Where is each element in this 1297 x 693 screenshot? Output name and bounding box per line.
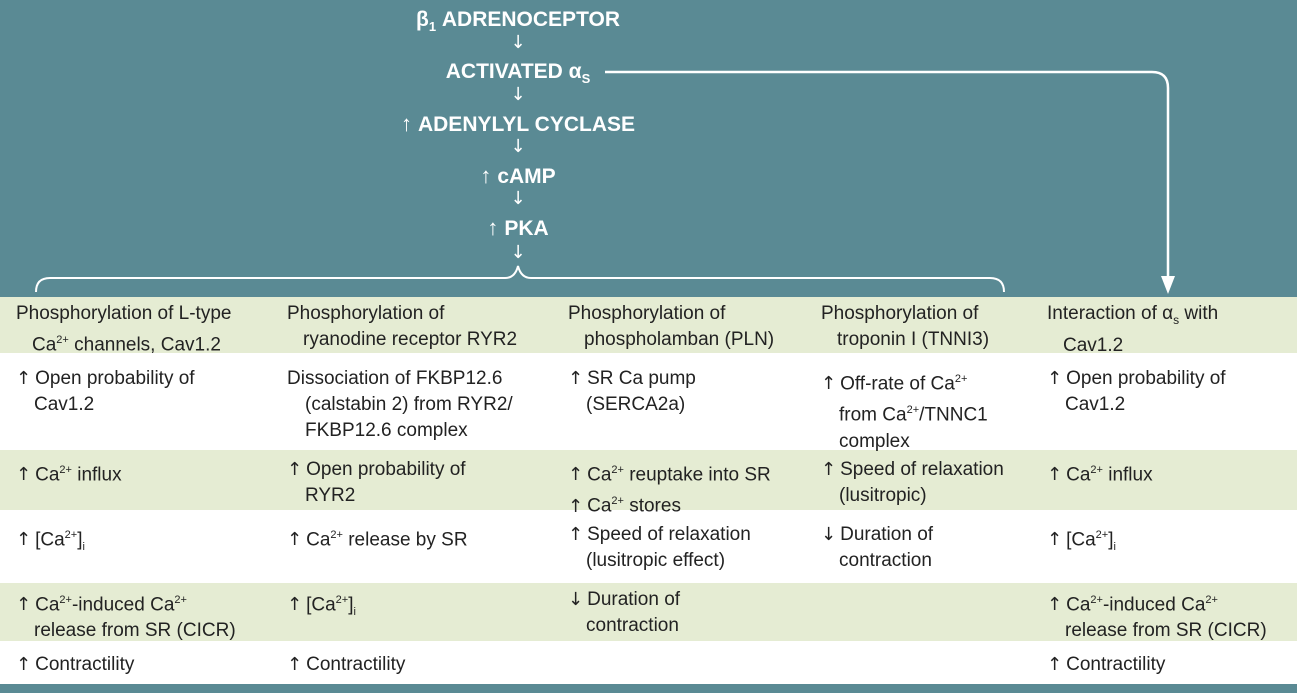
down-arrow-icon: ↓: [510, 242, 526, 263]
cell-r4-c3: ↓ Duration of contraction: [568, 589, 681, 636]
cell-r2-c2: ↑ Open probability of RYR2: [287, 459, 466, 506]
cell-r3-c3: ↑ Speed of relaxation (lusitropic effect): [568, 524, 751, 571]
cell-r1-c4: ↑ Off-rate of $Ca^{2+}$ from $Ca^{2+}/TNNC1$ complex: [821, 373, 988, 452]
node-pka: ↑ PKA: [487, 215, 549, 240]
node-beta1-adrenoceptor: $\beta_1$ ADRENOCEPTOR: [415, 8, 621, 35]
cell-r1-c1: ↑ Open probability of Cav1.2: [16, 368, 195, 415]
header-l-type-channels: Phosphorylation of L-type $Ca^{2+}$ channels, Cav1.2: [16, 303, 232, 356]
cell-r3-c4: ↓ Duration of contraction: [821, 524, 934, 571]
down-arrow-icon: ↓: [510, 84, 526, 105]
header-alpha-s-interaction: Interaction of $\alpha_s$ with Cav1.2: [1047, 303, 1219, 356]
cell-r2-c5: ↑ $Ca^{2+}$ influx: [1047, 464, 1153, 486]
cell-r1-c5: ↑ Open probability of Cav1.2: [1047, 368, 1226, 415]
cell-r3-c5: ↑ $[Ca^{2+}]_i$: [1047, 529, 1116, 554]
alpha-s-connector-line: [605, 72, 1168, 278]
header-ryanodine-receptor: Phosphorylation of ryanodine receptor RYR2: [287, 303, 518, 350]
cell-r4-c1: ↑ $Ca^{2+}$-induced $Ca^{2+}$ release from SR (CICR): [16, 594, 236, 642]
cell-r2-c3: ↑ $Ca^{2+}$ reuptake into SR ↑ $Ca^{2+}$ stores: [568, 464, 771, 517]
cell-r1-c3: ↑ SR Ca pump (SERCA2a): [568, 368, 696, 415]
node-activated-alpha-s: ACTIVATED $\alpha_S$: [445, 60, 591, 87]
down-arrow-icon: ↓: [510, 136, 526, 157]
connector-lines: [0, 0, 1297, 300]
cell-r4-c2: ↑ $[Ca^{2+}]_i$: [287, 594, 356, 619]
node-adenylyl-cyclase: ↑ ADENYLYL CYCLASE: [400, 111, 636, 136]
cell-r3-c2: ↑ $Ca^{2+}$ release by SR: [287, 529, 468, 551]
cell-r1-c2: Dissociation of FKBP12.6 (calstabin 2) from RYR2/ FKBP12.6 complex: [287, 368, 513, 441]
cell-r4-c5: ↑ $Ca^{2+}$-induced $Ca^{2+}$ release from SR (CICR): [1047, 594, 1267, 642]
cell-r5-c2: ↑ Contractility: [287, 654, 406, 675]
header-troponin: Phosphorylation of troponin I (TNNI3): [821, 303, 990, 350]
bottom-bar: [0, 684, 1297, 693]
cell-r3-c1: ↑ $[Ca^{2+}]_i$: [16, 529, 85, 554]
node-camp: ↑ cAMP: [480, 163, 556, 188]
down-arrow-icon: ↓: [510, 32, 526, 53]
brace-bracket: [36, 266, 1004, 292]
header-phospholamban: Phosphorylation of phospholamban (PLN): [568, 303, 775, 350]
cell-r5-c1: ↑ Contractility: [16, 654, 135, 675]
arrowhead-icon: [1161, 276, 1175, 294]
cell-r2-c1: ↑ $Ca^{2+}$ influx: [16, 464, 122, 486]
cell-r5-c5: ↑ Contractility: [1047, 654, 1166, 675]
cell-r2-c4: ↑ Speed of relaxation (lusitropic): [821, 459, 1004, 506]
down-arrow-icon: ↓: [510, 188, 526, 209]
